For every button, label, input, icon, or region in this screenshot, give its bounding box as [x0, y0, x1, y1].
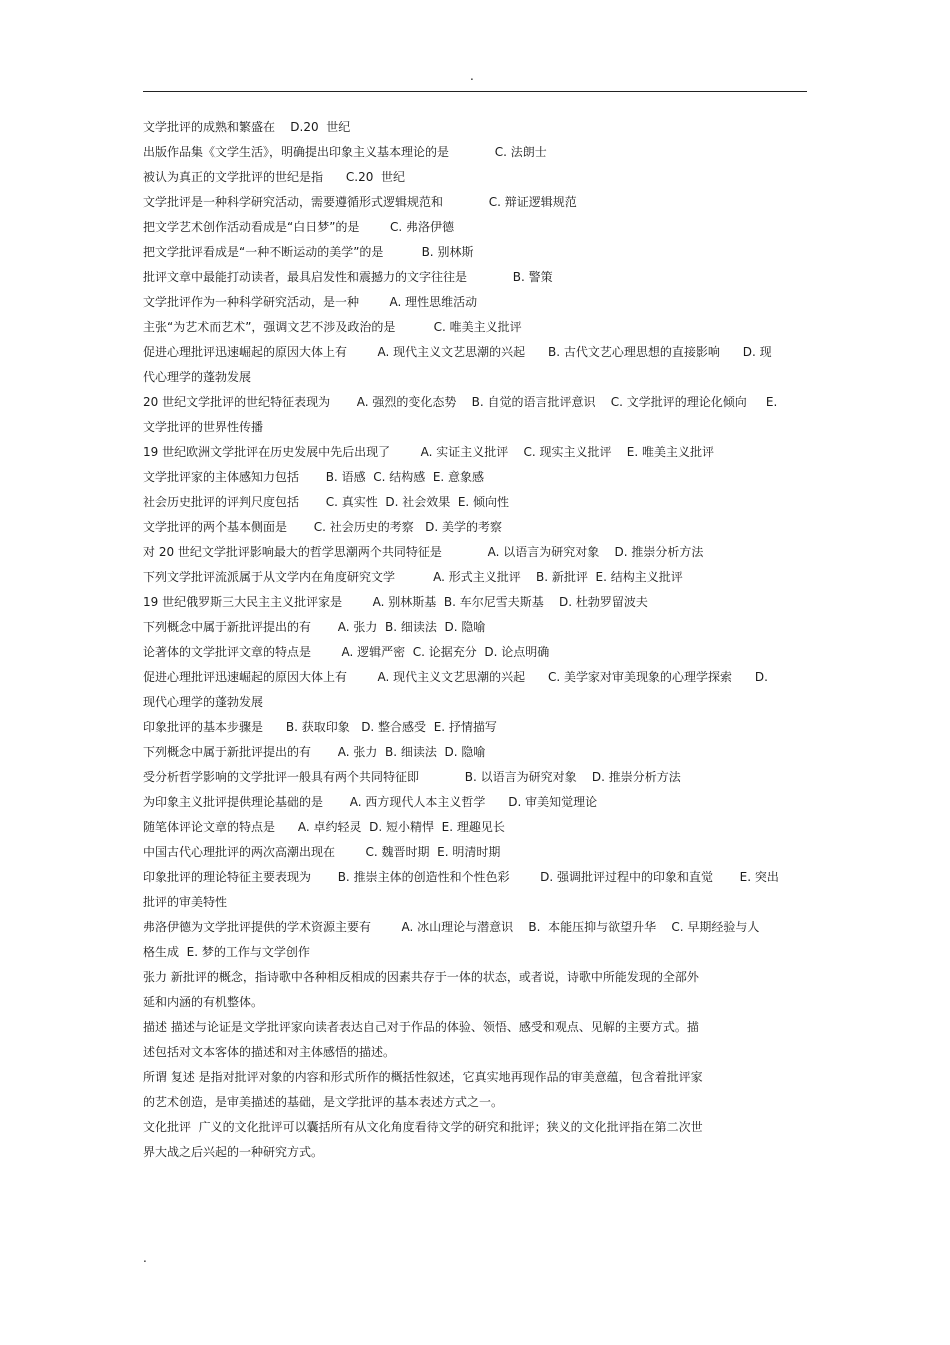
text-line: 出版作品集《文学生活》，明确提出印象主义基本理论的是 C. 法朗士: [143, 145, 547, 159]
text-line: 促进心理批评迅速崛起的原因大体上有 A. 现代主义文艺思潮的兴起 C. 美学家对审美现象的心理学探索 D.: [143, 670, 768, 684]
text-line: 19 世纪俄罗斯三大民主主义批评家是 A. 别林斯基 B. 车尔尼雪夫斯基 D. 杜勃罗留波夫: [143, 595, 648, 609]
text-line: 述包括对文本客体的描述和对主体感悟的描述。: [143, 1045, 396, 1059]
text-line: 现代心理学的蓬勃发展: [143, 695, 264, 709]
text-line: 格生成 E. 梦的工作与文学创作: [143, 945, 310, 959]
text-line: 代心理学的蓬勃发展: [143, 370, 252, 384]
text-line: 文学批评的成熟和繁盛在 D.20 世纪: [143, 120, 351, 134]
header-mark: .: [470, 69, 474, 83]
text-line: 社会历史批评的评判尺度包括 C. 真实性 D. 社会效果 E. 倾向性: [143, 495, 510, 509]
text-line: 张力 新批评的概念，指诗歌中各种相反相成的因素共存于一体的状态，或者说，诗歌中所能发现的全部外: [143, 970, 699, 984]
text-line: 论著体的文学批评文章的特点是 A. 逻辑严密 C. 论据充分 D. 论点明确: [143, 645, 550, 659]
document-body: [143, 115, 807, 1165]
text-line: 所谓 复述 是指对批评对象的内容和形式所作的概括性叙述，它真实地再现作品的审美意蕴，包含着批评家: [143, 1070, 703, 1084]
text-line: 为印象主义批评提供理论基础的是 A. 西方现代人本主义哲学 D. 审美知觉理论: [143, 795, 598, 809]
text-line: 中国古代心理批评的两次高潮出现在 C. 魏晋时期 E. 明清时期: [143, 845, 501, 859]
text-line: 主张“为艺术而艺术”，强调文艺不涉及政治的是 C. 唯美主义批评: [143, 320, 522, 334]
text-line: 文学批评的两个基本侧面是 C. 社会历史的考察 D. 美学的考察: [143, 520, 503, 534]
text-line: 下列概念中属于新批评提出的有 A. 张力 B. 细读法 D. 隐喻: [143, 745, 486, 759]
text-line: 文学批评作为一种科学研究活动，是一种 A. 理性思维活动: [143, 295, 478, 309]
text-line: 印象批评的基本步骤是 B. 获取印象 D. 整合感受 E. 抒情描写: [143, 720, 497, 734]
text-line: 把文学批评看成是“一种不断运动的美学”的是 B. 别林斯: [143, 245, 474, 259]
text-line: 20 世纪文学批评的世纪特征表现为 A. 强烈的变化态势 B. 自觉的语言批评意识 C. 文学批评的理论化倾向 E.: [143, 395, 778, 409]
text-line: 的艺术创造，是审美描述的基础，是文学批评的基本表述方式之一。: [143, 1095, 504, 1109]
text-line: 促进心理批评迅速崛起的原因大体上有 A. 现代主义文艺思潮的兴起 B. 古代文艺心理思想的直接影响 D. 现: [143, 345, 772, 359]
text-line: 文学批评家的主体感知力包括 B. 语感 C. 结构感 E. 意象感: [143, 470, 485, 484]
footer-mark: .: [143, 1251, 147, 1265]
text-line: 随笔体评论文章的特点是 A. 卓约轻灵 D. 短小精悍 E. 理趣见长: [143, 820, 505, 834]
text-line: 受分析哲学影响的文学批评一般具有两个共同特征即 B. 以语言为研究对象 D. 推崇分析方法: [143, 770, 681, 784]
text-line: 下列文学批评流派属于从文学内在角度研究文学 A. 形式主义批评 B. 新批评 E. 结构主义批评: [143, 570, 683, 584]
text-line: 对 20 世纪文学批评影响最大的哲学思潮两个共同特征是 A. 以语言为研究对象 D. 推崇分析方法: [143, 545, 704, 559]
text-line: 文化批评 广义的文化批评可以囊括所有从文化角度看待文学的研究和批评；狭义的文化批评指在第二次世: [143, 1120, 703, 1134]
text-line: 延和内涵的有机整体。: [143, 995, 264, 1009]
text-line: 文学批评是一种科学研究活动，需要遵循形式逻辑规范和 C. 辩证逻辑规范: [143, 195, 577, 209]
text-line: 批评文章中最能打动读者，最具启发性和震撼力的文字往往是 B. 警策: [143, 270, 553, 284]
text-line: 文学批评的世界性传播: [143, 420, 264, 434]
text-line: 下列概念中属于新批评提出的有 A. 张力 B. 细读法 D. 隐喻: [143, 620, 486, 634]
text-line: 描述 描述与论证是文学批评家向读者表达自己对于作品的体验、领悟、感受和观点、见解的主要方式。描: [143, 1020, 699, 1034]
text-line: 把文学艺术创作活动看成是“白日梦”的是 C. 弗洛伊德: [143, 220, 454, 234]
text-line: 印象批评的理论特征主要表现为 B. 推崇主体的创造性和个性色彩 D. 强调批评过程中的印象和直觉 E. 突出: [143, 870, 779, 884]
text-line: 弗洛伊德为文学批评提供的学术资源主要有 A. 冰山理论与潜意识 B. 本能压抑与欲望升华 C. 早期经验与人: [143, 920, 760, 934]
text-line: 界大战之后兴起的一种研究方式。: [143, 1145, 324, 1159]
text-line: 被认为真正的文学批评的世纪是指 C.20 世纪: [143, 170, 405, 184]
header-divider: [143, 91, 807, 92]
text-line: 批评的审美特性: [143, 895, 228, 909]
text-line: 19 世纪欧洲文学批评在历史发展中先后出现了 A. 实证主义批评 C. 现实主义批评 E. 唯美主义批评: [143, 445, 714, 459]
